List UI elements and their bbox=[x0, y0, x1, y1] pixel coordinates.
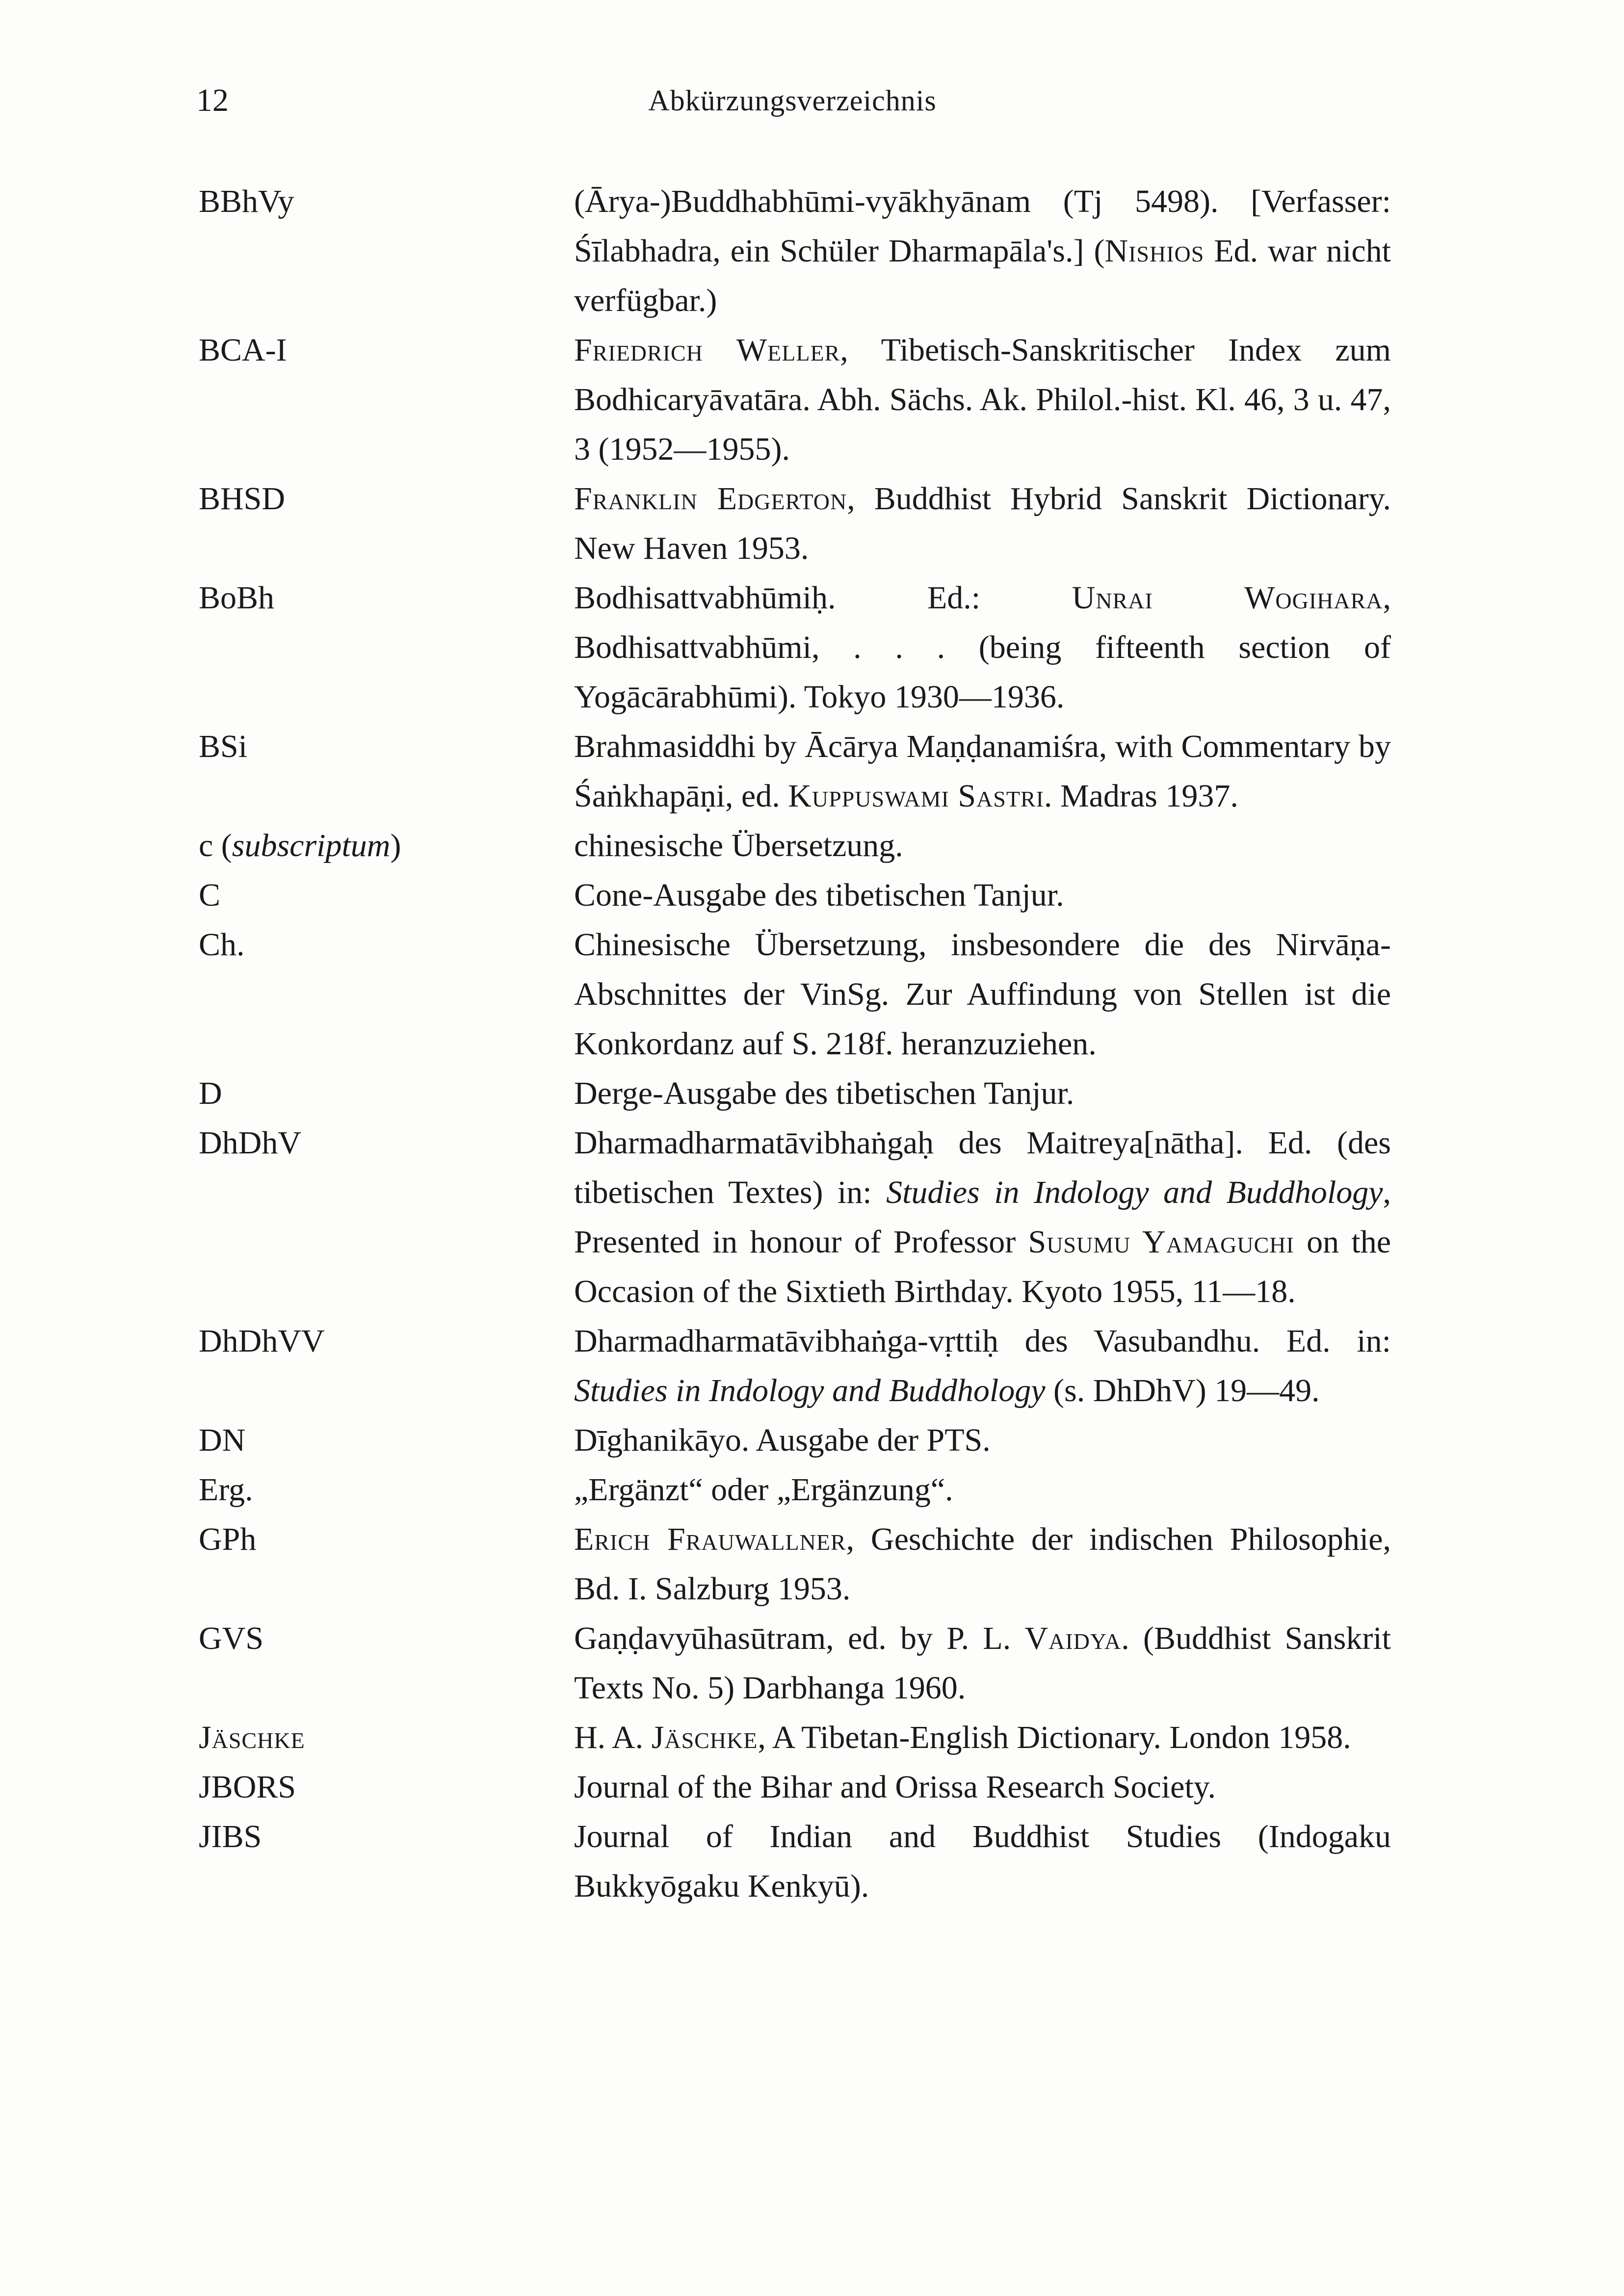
abbreviation-description: Friedrich Weller, Tibetisch-Sanskritischer Index zum Bodhicaryāvatāra. Abh. Sächs. Ak. Philol.-hist. Kl. 46, 3 u. 47, 3 (1952—1955). bbox=[574, 332, 1391, 467]
abbreviation-description: Bodhisattvabhūmiḥ. Ed.: Unrai Wogihara, Bodhisattvabhūmi, . . . (being fifteenth section of Yogācārabhūmi). Tokyo 1930—1936. bbox=[574, 580, 1391, 715]
abbreviation-term-text: DhDhVV bbox=[199, 1323, 325, 1359]
author-name: Susumu Yamaguchi bbox=[1028, 1224, 1294, 1260]
abbreviation-description: Journal of the Bihar and Orissa Research Society. bbox=[574, 1769, 1216, 1805]
abbreviation-term-text: DhDhV bbox=[199, 1125, 301, 1161]
abbreviation-description: Dīghanikāyo. Ausgabe der PTS. bbox=[574, 1422, 991, 1458]
abbreviation-description: Dharmadharmatāvibhaṅgaḥ des Maitreya[nātha]. Ed. (des tibetischen Textes) in: Studies in Indology and Buddhology, Presented in honour of Professor Susumu Yamaguchi on the Occasion of the Sixtieth Birthday. Kyoto 1955, 11—18. bbox=[574, 1125, 1391, 1309]
abbreviation-term-text: BoBh bbox=[199, 580, 275, 616]
abbreviation-entry bbox=[199, 722, 1391, 821]
abbreviation-entry bbox=[199, 1465, 1391, 1514]
abbreviation-description: Brahmasiddhi by Ācārya Maṇḍanamiśra, with Commentary by Śaṅkhapāṇi, ed. Kuppuswami Sastri. Madras 1937. bbox=[574, 729, 1391, 814]
abbreviation-term: c (subscriptum) bbox=[199, 828, 401, 863]
abbreviation-term-text: JIBS bbox=[199, 1819, 262, 1854]
italic-title: Studies in Indology and Buddhology bbox=[574, 1373, 1046, 1409]
abbreviation-entry bbox=[199, 1118, 1391, 1316]
abbreviation-description: Derge-Ausgabe des tibetischen Tanjur. bbox=[574, 1075, 1074, 1111]
abbreviation-term bbox=[199, 722, 574, 771]
abbreviation-term-text: JBORS bbox=[199, 1769, 296, 1805]
abbreviation-term-text: C bbox=[199, 877, 221, 913]
abbreviation-entry bbox=[199, 1713, 1391, 1762]
author-name: Franklin Edgerton bbox=[574, 481, 847, 517]
abbreviation-term bbox=[199, 177, 574, 226]
abbreviation-entry bbox=[199, 1514, 1391, 1614]
abbreviation-term-text: BBhVy bbox=[199, 183, 294, 219]
abbreviation-description: Journal of Indian and Buddhist Studies (Indogaku Bukkyōgaku Kenkyū). bbox=[574, 1819, 1391, 1904]
author-name: Jäschke bbox=[651, 1720, 758, 1755]
abbreviation-term-text: Ch. bbox=[199, 927, 245, 963]
abbreviation-term bbox=[199, 1713, 574, 1762]
abbreviation-term-text: BSi bbox=[199, 729, 248, 764]
abbreviation-description: Gaṇḍavyūhasūtram, ed. by P. L. Vaidya. (Buddhist Sanskrit Texts No. 5) Darbhanga 1960. bbox=[574, 1620, 1391, 1706]
abbreviation-entry bbox=[199, 1762, 1391, 1812]
abbreviation-term bbox=[199, 474, 574, 523]
abbreviation-entry bbox=[199, 1812, 1391, 1911]
italic-title: Studies in Indology and Buddhology bbox=[886, 1174, 1383, 1210]
abbreviation-description: (Ārya-)Buddhabhūmi-vyākhyānam (Tj 5498). [Verfasser: Śīlabhadra, ein Schüler Dharmapāla's.] (Nishios Ed. war nicht verfügbar.) bbox=[574, 183, 1391, 318]
author-name: Friedrich Weller bbox=[574, 332, 840, 368]
abbreviation-term-text: GPh bbox=[199, 1521, 257, 1557]
abbreviation-term bbox=[199, 1465, 574, 1514]
abbreviation-description: H. A. Jäschke, A Tibetan-English Dictionary. London 1958. bbox=[574, 1720, 1351, 1755]
abbreviation-entry bbox=[199, 1415, 1391, 1465]
author-name: Vaidya bbox=[1024, 1620, 1122, 1656]
abbreviation-entry bbox=[199, 573, 1391, 722]
abbreviation-entry bbox=[199, 177, 1391, 325]
abbreviation-term bbox=[199, 1614, 574, 1663]
abbreviation-description: Cone-Ausgabe des tibetischen Tanjur. bbox=[574, 877, 1064, 913]
abbreviation-term-text: Jäschke bbox=[199, 1720, 305, 1755]
abbreviation-term bbox=[199, 870, 574, 920]
abbreviation-entry bbox=[199, 1069, 1391, 1118]
abbreviation-term bbox=[199, 1316, 574, 1366]
abbreviation-entry bbox=[199, 870, 1391, 920]
abbreviation-entry bbox=[199, 1614, 1391, 1713]
abbreviation-entry bbox=[199, 821, 1391, 870]
abbreviation-term-text: DN bbox=[199, 1422, 246, 1458]
abbreviation-entry bbox=[199, 920, 1391, 1069]
abbreviation-term bbox=[199, 573, 574, 623]
abbreviation-term-text: c bbox=[199, 828, 213, 863]
abbreviation-list bbox=[199, 177, 1391, 1911]
author-name: Erich Frauwallner bbox=[574, 1521, 846, 1557]
abbreviation-description: Chinesische Übersetzung, insbesondere die des Nirvāṇa-Abschnittes der VinSg. Zur Auffindung von Stellen ist die Konkordanz auf S. 218f. heranzuziehen. bbox=[574, 927, 1391, 1062]
abbreviation-note: subscriptum bbox=[232, 828, 391, 863]
abbreviation-term bbox=[199, 1415, 574, 1465]
abbreviation-term bbox=[199, 1812, 574, 1861]
abbreviation-description: „Ergänzt“ oder „Ergänzung“. bbox=[574, 1472, 953, 1508]
abbreviation-entry bbox=[199, 474, 1391, 573]
author-name: Kuppuswami Sastri bbox=[788, 778, 1044, 814]
abbreviation-description: Erich Frauwallner, Geschichte der indischen Philosophie, Bd. I. Salzburg 1953. bbox=[574, 1521, 1391, 1607]
abbreviation-term-text: Erg. bbox=[199, 1472, 253, 1508]
page-header bbox=[196, 78, 1388, 123]
abbreviation-term bbox=[199, 920, 574, 969]
abbreviation-term bbox=[199, 1069, 574, 1118]
abbreviation-entry bbox=[199, 325, 1391, 474]
abbreviation-term bbox=[199, 1514, 574, 1564]
abbreviation-term bbox=[199, 325, 574, 375]
author-name: Nishios bbox=[1104, 233, 1205, 269]
abbreviation-description: Dharmadharmatāvibhaṅga-vṛttiḥ des Vasubandhu. Ed. in: Studies in Indology and Buddhology (s. DhDhV) 19—49. bbox=[574, 1323, 1391, 1409]
author-name: Unrai Wogihara bbox=[1072, 580, 1383, 616]
abbreviation-term-text: BHSD bbox=[199, 481, 286, 517]
abbreviation-entry bbox=[199, 1316, 1391, 1415]
abbreviation-description: chinesische Übersetzung. bbox=[574, 828, 903, 863]
abbreviation-term bbox=[199, 1118, 574, 1168]
abbreviation-description: Franklin Edgerton, Buddhist Hybrid Sanskrit Dictionary. New Haven 1953. bbox=[574, 481, 1391, 566]
running-title: Abkürzungsverzeichnis bbox=[648, 84, 937, 117]
page-number: 12 bbox=[196, 82, 229, 118]
abbreviation-term bbox=[199, 1762, 574, 1812]
abbreviation-term-text: BCA-I bbox=[199, 332, 287, 368]
abbreviation-term-text: GVS bbox=[199, 1620, 264, 1656]
abbreviation-term-text: D bbox=[199, 1075, 222, 1111]
